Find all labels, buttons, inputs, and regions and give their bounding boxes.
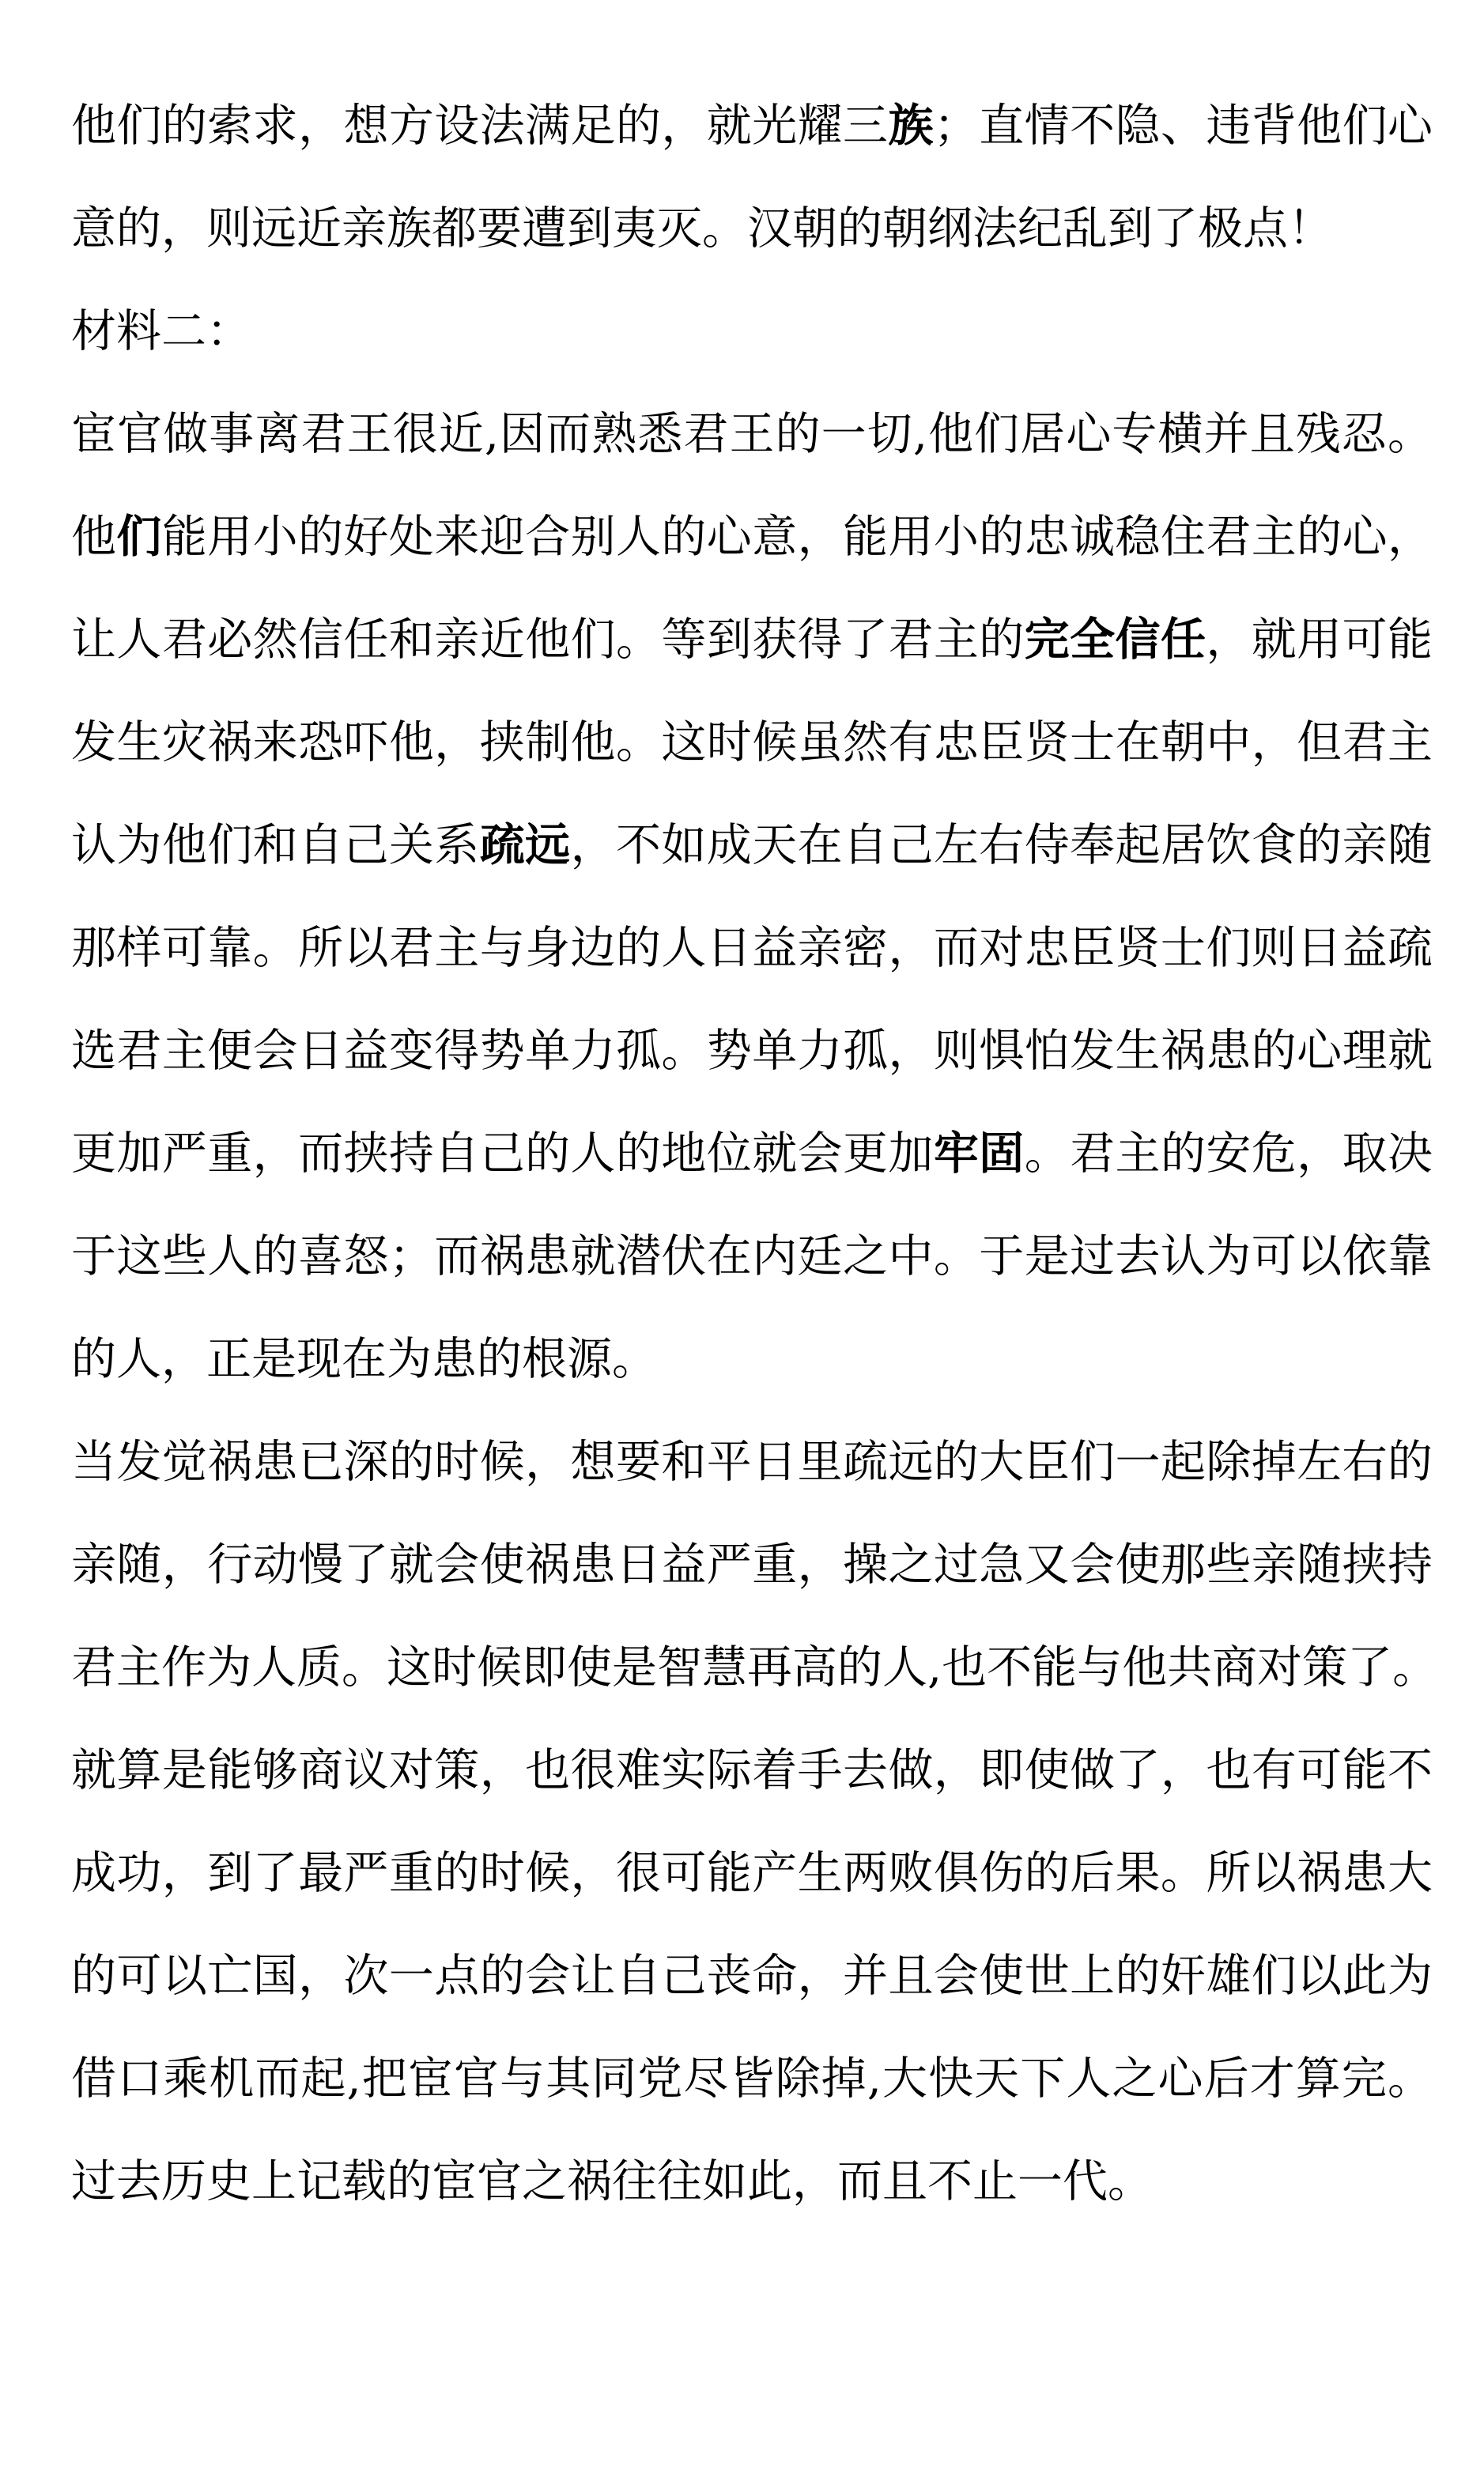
text-segment: 他: [71, 511, 117, 563]
emphasized-text: 疏远: [479, 819, 571, 871]
text-line: [71, 1719, 1433, 1822]
text-segment: 当发觉祸患已深的时候，想要和平日里疏远的大臣们一起除掉左右的: [71, 1436, 1433, 1488]
text-segment: 亲随，行动慢了就会使祸患日益严重，操之过急又会使那些亲随挟持: [71, 1539, 1433, 1591]
text-segment: 发生灾祸来恐吓他，挟制他。这时候虽然有忠臣贤士在朝中，但君主: [71, 716, 1433, 769]
text-line: [71, 177, 1333, 280]
text-segment: 认为他们和自己关系: [71, 819, 480, 871]
text-line: [71, 588, 1433, 691]
text-line: [71, 1102, 1433, 1205]
text-segment: 更加严重，而挟持自己的人的地位就会更加: [71, 1127, 934, 1180]
heading-text: 材料二：: [71, 305, 251, 357]
text-segment: 。君主的安危，取决: [1024, 1127, 1433, 1180]
text-segment: 君主作为人质。这时候即使是智慧再高的人,也不能与他共商对策了。: [71, 1641, 1438, 1694]
text-segment: 就算是能够商议对策，也很难实际着手去做，即使做了，也有可能不: [71, 1744, 1433, 1796]
text-segment: 让人君必然信任和亲近他们。等到获得了君主的: [71, 614, 1025, 666]
text-line: [71, 1308, 657, 1411]
text-line: [71, 485, 1433, 588]
text-line: [71, 2130, 1153, 2233]
text-line: [71, 897, 1433, 999]
text-segment: ；直情不隐、违背他们心: [933, 100, 1433, 152]
text-segment: 那样可靠。所以君主与身边的人日益亲密，而对忠臣贤士们则日益疏: [71, 922, 1433, 974]
text-line: [71, 794, 1433, 897]
text-segment: 的可以亡国，次一点的会让自己丧命，并且会使世上的奸雄们以此为: [71, 1950, 1433, 2002]
text-segment: 成功，到了最严重的时候，很可能产生两败俱伤的后果。所以祸患大: [71, 1847, 1433, 1899]
emphasized-text: 牢固: [933, 1127, 1025, 1180]
text-line: [71, 2027, 1433, 2130]
emphasized-text: 完全信任: [1024, 614, 1206, 666]
text-line: [71, 383, 1433, 485]
text-line: [71, 1822, 1433, 1924]
text-line: [71, 1513, 1433, 1616]
text-line: [71, 1616, 1438, 1719]
text-segment: 意的，则远近亲族都要遭到夷灭。汉朝的朝纲法纪乱到了极点！: [71, 202, 1333, 255]
text-segment: ，不如成天在自己左右侍奉起居饮食的亲随: [570, 819, 1433, 871]
text-segment: 借口乘机而起,把宦官与其同党尽皆除掉,大快天下人之心后才算完。: [71, 2053, 1433, 2105]
text-line: [71, 1205, 1433, 1308]
text-segment: 宦官做事离君王很近,因而熟悉君王的一切,他们居心专横并且残忍。: [71, 408, 1433, 460]
emphasized-text: 族: [888, 100, 934, 152]
text-line: [71, 999, 1433, 1102]
text-line: [71, 1411, 1433, 1513]
section-heading: [71, 280, 251, 383]
text-segment: 于这些人的喜怒；而祸患就潜伏在内廷之中。于是过去认为可以依靠: [71, 1230, 1433, 1282]
text-line: [71, 1924, 1433, 2027]
text-segment: 他们的索求，想方设法满足的，就光耀三: [71, 100, 889, 152]
text-line: [71, 691, 1433, 794]
text-segment: 选君主便会日益变得势单力孤。势单力孤，则惧怕发生祸患的心理就: [71, 1025, 1433, 1077]
text-segment: 过去历史上记载的宦官之祸往往如此，而且不止一代。: [71, 2155, 1153, 2208]
text-segment: ，就用可能: [1206, 614, 1433, 666]
text-line: [71, 74, 1433, 177]
text-segment: 能用小的好处来迎合别人的心意，能用小的忠诚稳住君主的心，: [161, 511, 1433, 563]
text-segment: 的人，正是现在为患的根源。: [71, 1333, 657, 1385]
emphasized-text: 们: [116, 511, 162, 563]
